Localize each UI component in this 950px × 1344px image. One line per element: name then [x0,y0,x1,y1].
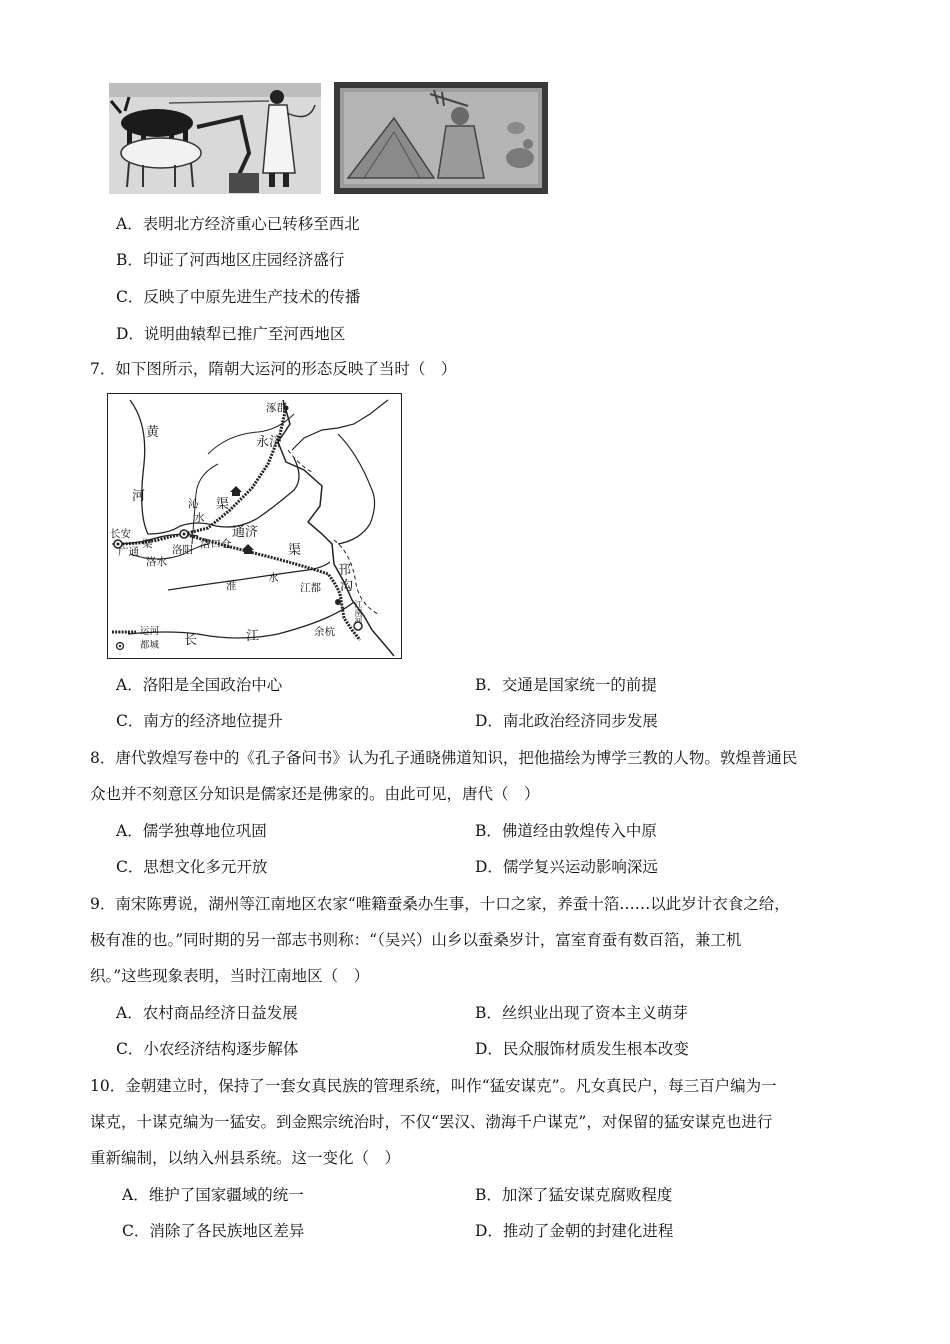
map-label-huai: 淮 [226,580,237,592]
q7-option-c: C．南方的经济地位提升 [116,712,283,730]
map-legend-capital: 都城 [140,640,160,651]
map-label-qin: 沁 [188,498,199,510]
map-label-qu-3: 渠 [288,543,302,558]
q8-stem-line-1: 8．唐代敦煌写卷中的《孔子备问书》认为孔子通晓佛道知识，把他描绘为博学三教的人物。敦煌普通民 [90,749,798,767]
q9-option-b: B．丝织业出现了资本主义萌芽 [475,1004,688,1022]
q9-stem-line-1: 9．南宋陈旉说，湖州等江南地区农家“唯籍蚕桑办生事，十口之家，养蚕十箔……以此岁计衣食之给， [90,895,790,913]
q10-stem-line-3: 重新编制，以纳入州县系统。这一变化（ ） [90,1149,401,1167]
ox-plowing-mural-image [109,83,321,194]
map-label-jiangdu: 江都 [300,582,321,594]
q7-option-a: A．洛阳是全国政治中心 [116,676,283,694]
q6-option-d: D．说明曲辕犁已推广至河西地区 [116,325,346,343]
q9-option-c: C．小农经济结构逐步解体 [116,1040,299,1058]
q6-option-c: C．反映了中原先进生产技术的传播 [116,288,361,306]
map-label-huang: 黄 [146,425,160,440]
q10-option-c: C．消除了各民族地区差异 [122,1222,305,1240]
q8-option-d: D．儒学复兴运动影响深远 [475,858,658,876]
map-label-qu-2: 渠 [142,538,153,550]
map-label-tongji: 通济 [232,525,259,540]
map-label-changan: 长安 [110,528,131,540]
map-label-he: 河 [132,489,146,504]
q8-option-b: B．佛道经由敦煌传入中原 [475,822,657,840]
q8-option-c: C．思想文化多元开放 [116,858,268,876]
q10-option-b: B．加深了猛安谋克腐败程度 [475,1186,673,1204]
map-label-yuhang: 余杭 [314,626,335,638]
map-label-zhuojun: 涿郡 [266,402,287,414]
q10-stem-line-2: 谋克，十谋克编为一猛安。到金熙宗统治时，不仅“罢汉、渤海千户谋克”，对保留的猛安谋克也进行 [90,1113,773,1131]
q9-option-d: D．民众服饰材质发生根本改变 [475,1040,689,1058]
map-label-jiangnanhe: 江南河 [354,600,363,624]
q10-option-d: D．推动了金朝的封建化进程 [475,1222,674,1240]
q7-stem: 7．如下图所示，隋朝大运河的形态反映了当时（ ） [90,360,457,378]
q9-stem-line-2: 极有准的也。”同时期的另一部志书则称：“（吴兴）山乡以蚕桑岁计，富室育蚕有数百箔，兼工机 [90,931,742,949]
q7-option-b: B．交通是国家统一的前提 [475,676,657,694]
q9-stem-line-3: 织。”这些现象表明，当时江南地区（ ） [90,967,370,985]
q6-option-b: B．印证了河西地区庄园经济盛行 [116,251,345,269]
map-label-chang: 长 [184,633,198,648]
brick-relief-image [334,82,548,194]
q10-stem-line-1: 10．金朝建立时，保持了一套女真民族的管理系统，叫作“猛安谋克”。凡女真民户，每三百户编为一 [90,1077,777,1095]
map-label-luoyang: 洛阳 [172,544,193,556]
q8-option-a: A．儒学独尊地位巩固 [116,822,267,840]
q9-option-a: A．农村商品经济日益发展 [116,1004,298,1022]
map-label-guangtong: 广通 [118,546,139,558]
map-label-han: 邗 [338,563,352,578]
map-label-luokoucang: 洛口仓 [200,538,232,550]
q8-stem-line-2: 众也并不刻意区分知识是儒家还是佛家的。由此可见，唐代（ ） [90,785,540,803]
map-label-jiang: 江 [246,629,260,644]
q7-option-d: D．南北政治经济同步发展 [475,712,658,730]
map-legend-canal: 运河 [140,626,160,637]
map-label-huaishui: 水 [268,572,279,584]
q10-option-a: A．维护了国家疆域的统一 [122,1186,304,1204]
map-label-qinshui: 水 [194,512,205,524]
map-label-gou: 沟 [340,579,354,594]
q6-option-a: A．表明北方经济重心已转移至西北 [116,215,360,233]
map-label-qu-1: 渠 [216,497,230,512]
map-label-yongji-1: 永济 [256,435,283,450]
sui-grand-canal-map [107,393,402,659]
map-label-luoshui: 洛水 [146,556,167,568]
